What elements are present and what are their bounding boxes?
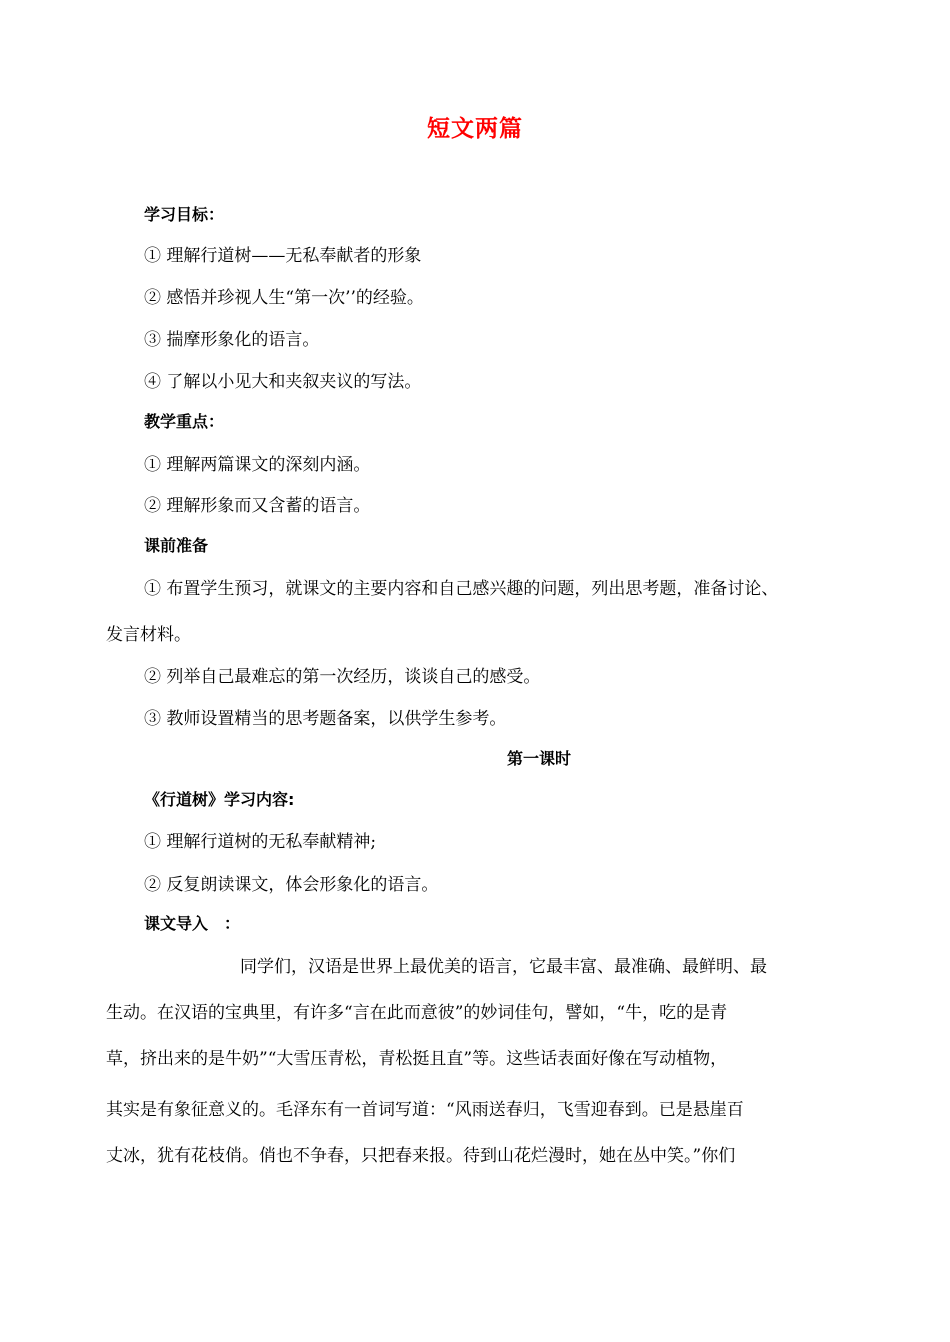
- intro-line-2: 生动。在汉语的宝典里，有许多“言在此而意彼”的妙词佳句，譬如，“牛，吃的是青: [106, 1003, 728, 1023]
- objective-item-2: ② 感悟并珍视人生“第一次’’的经验。: [144, 288, 424, 308]
- preparation-item-1: ① 布置学生预习，就课文的主要内容和自己感兴趣的问题，列出思考题，准备讨论、: [144, 579, 779, 599]
- objective-item-1: ① 理解行道树——无私奉献者的形象: [144, 246, 422, 266]
- objective-item-3: ③ 揣摩形象化的语言。: [144, 330, 320, 350]
- lesson-one-heading: 第一课时: [506, 749, 571, 768]
- intro-line-5: 丈冰，犹有花枝俏。俏也不争春，只把春来报。待到山花烂漫时，她在丛中笑。”你们: [106, 1146, 736, 1166]
- document-title: 短文两篇: [427, 116, 523, 142]
- intro-line-4: 其实是有象征意义的。毛泽东有一首词写道：“风雨送春归，飞雪迎春到。已是悬崖百: [106, 1100, 744, 1120]
- key-points-heading: 教学重点：: [144, 412, 225, 431]
- preparation-item-3: ③ 教师设置精当的思考题备案，以供学生参考。: [144, 709, 507, 729]
- intro-heading: 课文导入 ：: [144, 914, 241, 933]
- objectives-heading: 学习目标：: [144, 205, 225, 224]
- preparation-item-2: ② 列举自己最难忘的第一次经历，谈谈自己的感受。: [144, 667, 541, 687]
- key-point-item-2: ② 理解形象而又含蓄的语言。: [144, 496, 371, 516]
- lesson-content-item-1: ① 理解行道树的无私奉献精神;: [144, 832, 377, 852]
- preparation-heading: 课前准备: [144, 536, 209, 555]
- preparation-item-1-continued: 发言材料。: [106, 625, 191, 645]
- intro-line-1: 同学们，汉语是世界上最优美的语言，它最丰富、最准确、最鲜明、最: [240, 957, 767, 977]
- key-point-item-1: ① 理解两篇课文的深刻内涵。: [144, 455, 371, 475]
- intro-line-3: 草，挤出来的是牛奶”“大雪压青松，青松挺且直”等。这些话表面好像在写动植物，: [106, 1049, 728, 1069]
- lesson-content-heading: 《行道树》学习内容:: [144, 790, 295, 809]
- lesson-content-item-2: ② 反复朗读课文，体会形象化的语言。: [144, 875, 439, 895]
- objective-item-4: ④ 了解以小见大和夹叙夹议的写法。: [144, 372, 422, 392]
